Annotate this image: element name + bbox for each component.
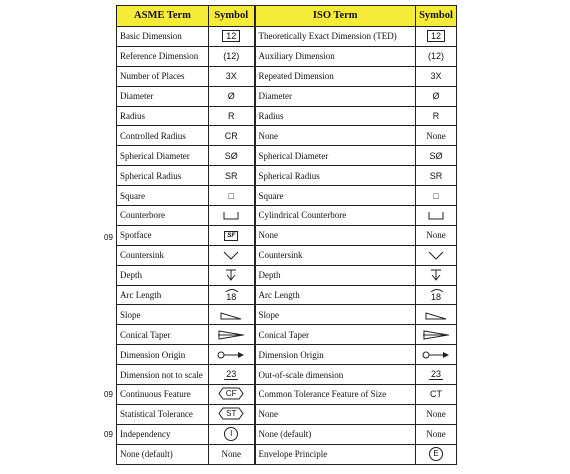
iso-symbol: R bbox=[416, 106, 457, 126]
iso-symbol: SR bbox=[416, 166, 457, 186]
dimension-origin-icon bbox=[422, 351, 450, 359]
depth-icon bbox=[225, 269, 237, 282]
table-row bbox=[117, 126, 457, 146]
iso-term: Conical Taper bbox=[255, 325, 416, 345]
asme-symbol: None bbox=[209, 444, 255, 464]
asme-symbol: SR bbox=[209, 166, 255, 186]
table-row bbox=[117, 424, 457, 444]
iso-term: Square bbox=[255, 186, 416, 206]
table-row bbox=[117, 186, 457, 206]
revision-mark-independency: 09 bbox=[104, 430, 113, 439]
iso-term: Envelope Principle bbox=[255, 444, 416, 464]
table-row bbox=[117, 385, 457, 405]
iso-term: Spherical Diameter bbox=[255, 146, 416, 166]
depth-icon bbox=[430, 269, 442, 282]
asme-symbol bbox=[209, 385, 255, 405]
asme-term: Diameter bbox=[117, 86, 209, 106]
asme-term: Radius bbox=[117, 106, 209, 126]
asme-symbol bbox=[209, 245, 255, 265]
asme-term: Basic Dimension bbox=[117, 27, 209, 47]
asme-symbol: 3X bbox=[209, 66, 255, 86]
independency-symbol: I bbox=[224, 427, 238, 441]
iso-symbol bbox=[416, 365, 457, 385]
asme-term: Spherical Radius bbox=[117, 166, 209, 186]
asme-term: Continuous Feature bbox=[117, 385, 209, 405]
header-asme-term: ASME Term bbox=[117, 6, 209, 27]
symbol-comparison-table bbox=[116, 5, 457, 465]
iso-symbol: None bbox=[416, 126, 457, 146]
iso-term: Arc Length bbox=[255, 285, 416, 305]
not-to-scale-symbol: 23 bbox=[226, 369, 237, 380]
iso-symbol bbox=[416, 265, 457, 285]
asme-symbol bbox=[209, 27, 255, 47]
table-row bbox=[117, 365, 457, 385]
asme-symbol: R bbox=[209, 106, 255, 126]
arc-length-value: 18 bbox=[226, 291, 237, 302]
iso-term: Spherical Radius bbox=[255, 166, 416, 186]
asme-symbol bbox=[209, 404, 255, 424]
header-row bbox=[117, 6, 457, 27]
table-row bbox=[117, 86, 457, 106]
table-row bbox=[117, 265, 457, 285]
asme-term: Independency bbox=[117, 424, 209, 444]
arc-icon bbox=[430, 288, 444, 292]
iso-symbol: (12) bbox=[416, 46, 457, 66]
iso-symbol bbox=[416, 206, 457, 226]
asme-symbol bbox=[209, 305, 255, 325]
iso-symbol: None bbox=[416, 424, 457, 444]
iso-term: Radius bbox=[255, 106, 416, 126]
envelope-principle-symbol: E bbox=[429, 447, 443, 461]
asme-symbol bbox=[209, 225, 255, 245]
iso-term: Repeated Dimension bbox=[255, 66, 416, 86]
iso-term: Depth bbox=[255, 265, 416, 285]
iso-symbol bbox=[416, 285, 457, 305]
conical-taper-icon bbox=[423, 330, 449, 340]
countersink-icon bbox=[428, 251, 444, 261]
asme-term: Dimension not to scale bbox=[117, 365, 209, 385]
continuous-feature-symbol bbox=[218, 387, 244, 400]
asme-symbol bbox=[209, 365, 255, 385]
table-row bbox=[117, 345, 457, 365]
countersink-icon bbox=[223, 251, 239, 261]
table-row bbox=[117, 146, 457, 166]
ted-symbol: 12 bbox=[427, 30, 445, 42]
table-row bbox=[117, 66, 457, 86]
iso-symbol: CT bbox=[416, 385, 457, 405]
arc-length-value: 18 bbox=[430, 291, 441, 302]
out-of-scale-symbol: 23 bbox=[430, 369, 441, 380]
iso-term: None (default) bbox=[255, 424, 416, 444]
iso-term: Auxiliary Dimension bbox=[255, 46, 416, 66]
dimension-origin-icon bbox=[217, 351, 245, 359]
counterbore-icon bbox=[427, 211, 445, 221]
iso-symbol bbox=[416, 444, 457, 464]
iso-term: Cylindrical Counterbore bbox=[255, 206, 416, 226]
table-row bbox=[117, 305, 457, 325]
iso-symbol: None bbox=[416, 404, 457, 424]
table-row bbox=[117, 325, 457, 345]
table-row bbox=[117, 166, 457, 186]
iso-symbol: None bbox=[416, 225, 457, 245]
iso-term: Diameter bbox=[255, 86, 416, 106]
iso-term: Countersink bbox=[255, 245, 416, 265]
asme-term: Number of Places bbox=[117, 66, 209, 86]
table-row bbox=[117, 27, 457, 47]
asme-term: Slope bbox=[117, 305, 209, 325]
iso-symbol: Ø bbox=[416, 86, 457, 106]
asme-symbol bbox=[209, 206, 255, 226]
asme-term: Spotface bbox=[117, 225, 209, 245]
statistical-tolerance-symbol bbox=[218, 407, 244, 420]
header-iso-term: ISO Term bbox=[255, 6, 416, 27]
spotface-icon: SF bbox=[224, 231, 238, 241]
conical-taper-icon bbox=[218, 330, 244, 340]
asme-symbol: SØ bbox=[209, 146, 255, 166]
table-row bbox=[117, 245, 457, 265]
iso-term: Slope bbox=[255, 305, 416, 325]
header-asme-symbol: Symbol bbox=[209, 6, 255, 27]
iso-symbol bbox=[416, 305, 457, 325]
asme-term: None (default) bbox=[117, 444, 209, 464]
table-row bbox=[117, 225, 457, 245]
revision-mark-continuous-feature: 09 bbox=[104, 390, 113, 399]
iso-symbol: □ bbox=[416, 186, 457, 206]
asme-symbol bbox=[209, 285, 255, 305]
iso-term: None bbox=[255, 225, 416, 245]
asme-symbol bbox=[209, 345, 255, 365]
asme-term: Depth bbox=[117, 265, 209, 285]
table-row bbox=[117, 206, 457, 226]
asme-symbol: □ bbox=[209, 186, 255, 206]
continuous-feature-text: CF bbox=[225, 388, 237, 398]
table-row bbox=[117, 404, 457, 424]
asme-symbol bbox=[209, 325, 255, 345]
slope-icon bbox=[220, 312, 242, 320]
asme-term: Reference Dimension bbox=[117, 46, 209, 66]
asme-term: Counterbore bbox=[117, 206, 209, 226]
arc-length-symbol bbox=[431, 289, 441, 302]
symbol-comparison-table-wrapper bbox=[116, 5, 457, 465]
asme-term: Arc Length bbox=[117, 285, 209, 305]
asme-symbol bbox=[209, 424, 255, 444]
table-row bbox=[117, 46, 457, 66]
iso-symbol: 3X bbox=[416, 66, 457, 86]
asme-term: Countersink bbox=[117, 245, 209, 265]
asme-symbol bbox=[209, 265, 255, 285]
table-row bbox=[117, 106, 457, 126]
iso-term: None bbox=[255, 404, 416, 424]
asme-symbol: CR bbox=[209, 126, 255, 146]
asme-term: Controlled Radius bbox=[117, 126, 209, 146]
asme-symbol: Ø bbox=[209, 86, 255, 106]
asme-term: Statistical Tolerance bbox=[117, 404, 209, 424]
revision-mark-spotface: 09 bbox=[104, 233, 113, 242]
iso-symbol bbox=[416, 345, 457, 365]
arc-icon bbox=[225, 288, 239, 292]
asme-term: Dimension Origin bbox=[117, 345, 209, 365]
asme-term: Square bbox=[117, 186, 209, 206]
iso-symbol bbox=[416, 325, 457, 345]
basic-dimension-symbol: 12 bbox=[222, 30, 240, 42]
asme-symbol: (12) bbox=[209, 46, 255, 66]
arc-length-symbol bbox=[226, 289, 236, 302]
counterbore-icon bbox=[222, 211, 240, 221]
statistical-tolerance-text: ST bbox=[226, 408, 237, 418]
asme-term: Spherical Diameter bbox=[117, 146, 209, 166]
iso-term: None bbox=[255, 126, 416, 146]
slope-icon bbox=[425, 312, 447, 320]
iso-symbol bbox=[416, 27, 457, 47]
iso-term: Dimension Origin bbox=[255, 345, 416, 365]
header-iso-symbol: Symbol bbox=[416, 6, 457, 27]
table-row bbox=[117, 285, 457, 305]
iso-symbol bbox=[416, 245, 457, 265]
table-row bbox=[117, 444, 457, 464]
iso-term: Common Tolerance Feature of Size bbox=[255, 385, 416, 405]
iso-term: Out-of-scale dimension bbox=[255, 365, 416, 385]
iso-term: Theoretically Exact Dimension (TED) bbox=[255, 27, 416, 47]
asme-term: Conical Taper bbox=[117, 325, 209, 345]
iso-symbol: SØ bbox=[416, 146, 457, 166]
